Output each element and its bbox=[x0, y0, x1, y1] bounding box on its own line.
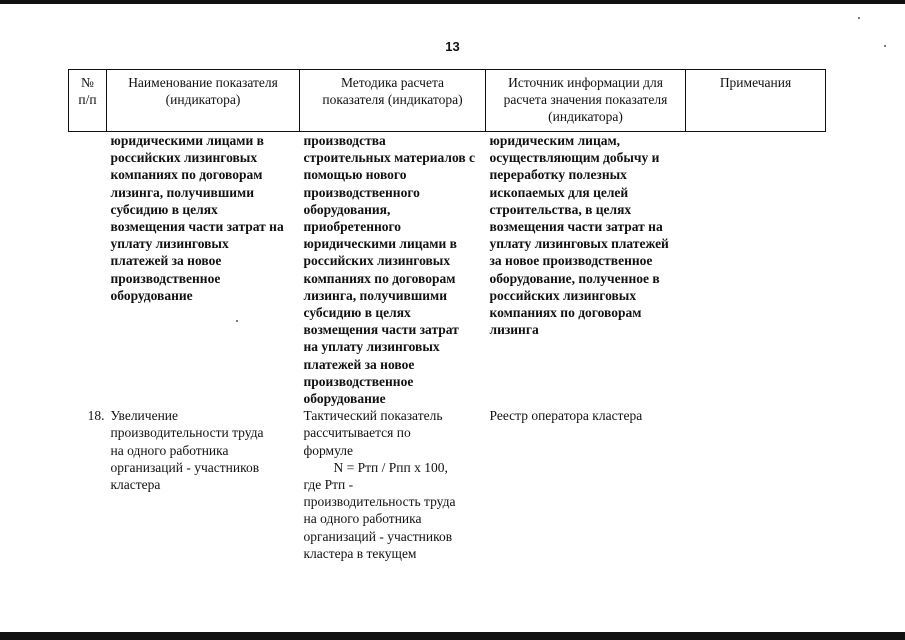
method-intro: Тактический показатель рассчитывается по формуле bbox=[303, 408, 443, 458]
scan-bottom-edge bbox=[0, 632, 905, 640]
table-row bbox=[69, 132, 826, 408]
header-calculation-method: Методика расчета показателя (индикатора) bbox=[300, 70, 486, 132]
header-notes: Примечания bbox=[686, 70, 826, 132]
indicator-name: Увеличение производительности труда на одного работника организаций - участников кластера bbox=[110, 408, 264, 493]
information-source: Реестр оператора кластера bbox=[489, 408, 643, 424]
table-header-row bbox=[69, 70, 826, 132]
table-row bbox=[69, 407, 826, 562]
indicator-table bbox=[68, 69, 826, 562]
indicator-name: юридическими лицами в российских лизинговых компаниях по договорам лизинга, получившими субсидию в целях возмещения части затрат на уплату лизинговых платежей за новое производственное оборудование bbox=[110, 133, 284, 303]
header-indicator-name: Наименование показателя (индикатора) bbox=[107, 70, 300, 132]
method-rest: где Pтп - производительность труда на одного работника организаций - участников кластера в текущем bbox=[303, 477, 456, 561]
calculation-method: производства строительных материалов с помощью нового производственного оборудования, приобретенного юридическими лицами в российских лизинговых компаниях по договорам лизинга, получившими субсидию в целях возмещения части затрат на уплату лизинговых платежей за новое производственное оборудование bbox=[303, 133, 476, 407]
information-source: юридическим лицам, осуществляющим добычу и переработку полезных ископаемых для целей строительства, в целях возмещения части затрат на уплату лизинговых платежей за новое производственное оборудование, полученное в российских лизинговых компаниях по договорам лизинга bbox=[489, 133, 669, 338]
formula: N = Pтп / Pпп х 100, bbox=[333, 459, 448, 475]
header-information-source: Источник информации для расчета значения показателя (индикатора) bbox=[486, 70, 686, 132]
notes bbox=[686, 132, 826, 408]
row-number bbox=[69, 132, 107, 408]
scan-speck bbox=[858, 17, 860, 19]
row-number: 18. bbox=[87, 408, 105, 424]
notes bbox=[686, 407, 826, 562]
calculation-method bbox=[300, 407, 486, 562]
page-number: 13 bbox=[445, 39, 460, 54]
scan-top-edge bbox=[0, 0, 905, 4]
header-number: № п/п bbox=[69, 70, 107, 132]
